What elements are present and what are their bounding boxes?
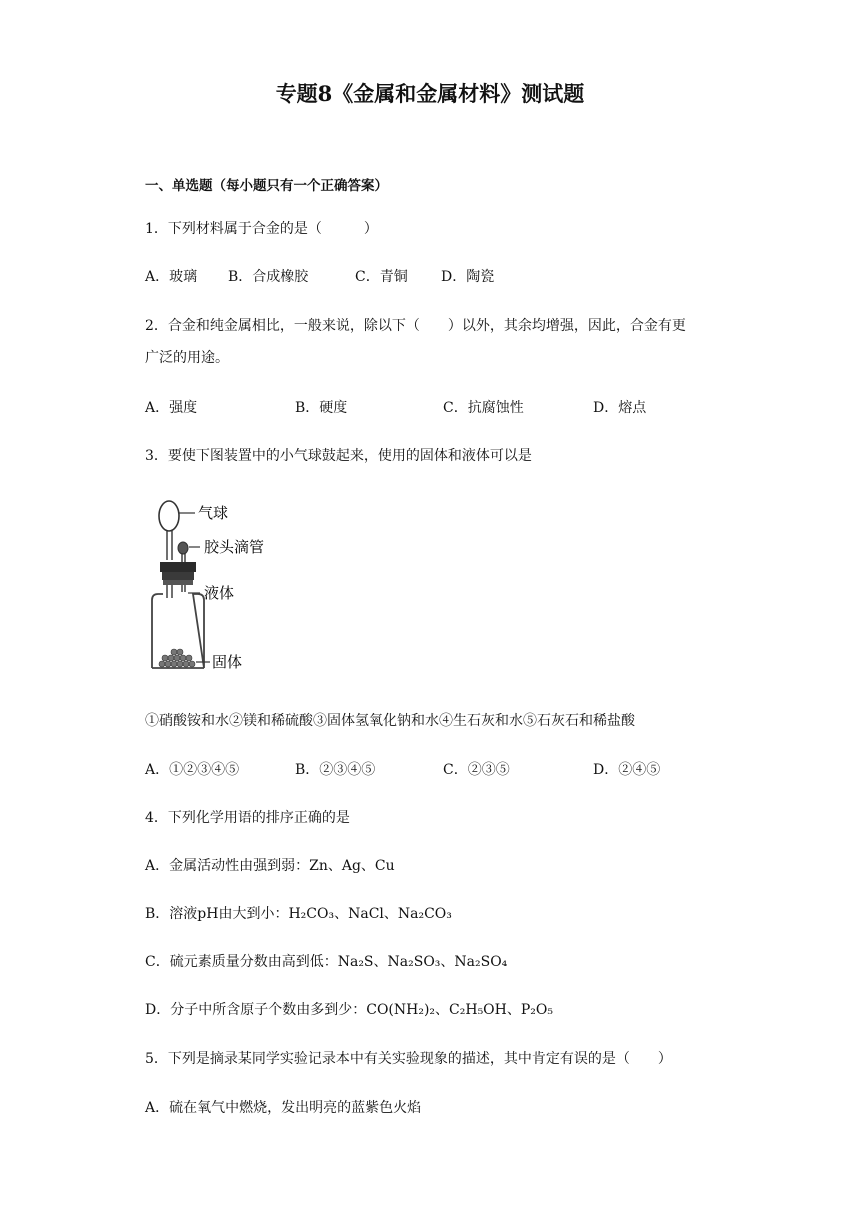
question-1-option-c: C．青铜 [355, 269, 408, 285]
question-1-option-b: B．合成橡胶 [228, 269, 309, 285]
question-2-stem-line1: 2．合金和纯金属相比，一般来说，除以下（ ）以外，其余均增强，因此，合金有更 [145, 318, 686, 334]
question-4-option-a: A．金属活动性由强到弱：Zn、Ag、Cu [145, 858, 395, 874]
question-4-stem: 4．下列化学用语的排序正确的是 [145, 810, 350, 826]
question-1-option-d: D．陶瓷 [441, 269, 495, 285]
question-2-option-b: B．硬度 [295, 400, 348, 416]
question-3-option-b: B．②③④⑤ [295, 762, 376, 778]
question-1-stem: 1．下列材料属于合金的是（ ） [145, 221, 378, 237]
question-3-stem: 3．要使下图装置中的小气球鼓起来，使用的固体和液体可以是 [145, 448, 532, 464]
question-4-option-c [145, 951, 507, 971]
question-4-option-d-prefix: D．分子中所含原子个数由多到少： [145, 1002, 367, 1018]
label-liquid: 液体 [204, 584, 235, 602]
question-4-option-b-formulas: H₂CO₃、NaCl、Na₂CO₃ [288, 906, 452, 922]
apparatus-figure [148, 488, 288, 678]
label-balloon: 气球 [198, 504, 229, 522]
question-4-option-b-prefix: B．溶液pH由大到小： [145, 906, 289, 922]
label-solid: 固体 [212, 653, 243, 671]
question-5-option-a: A．硫在氧气中燃烧，发出明亮的蓝紫色火焰 [145, 1100, 422, 1116]
question-4-option-c-formulas: Na₂S、Na₂SO₃、Na₂SO₄ [337, 954, 508, 970]
question-2-stem-line2: 广泛的用途。 [145, 350, 229, 366]
question-3-list: ①硝酸铵和水②镁和稀硫酸③固体氢氧化钠和水④生石灰和水⑤石灰石和稀盐酸 [145, 713, 635, 729]
question-4-option-c-prefix: C．硫元素质量分数由高到低： [145, 954, 338, 970]
section-heading: 一、单选题（每小题只有一个正确答案） [145, 178, 388, 194]
question-3-option-d: D．②④⑤ [593, 762, 661, 778]
question-2-option-a: A．强度 [145, 400, 198, 416]
question-5-stem: 5．下列是摘录某同学实验记录本中有关实验现象的描述，其中肯定有误的是（ ） [145, 1051, 672, 1067]
question-4-option-d [145, 999, 553, 1019]
question-1-option-a: A．玻璃 [145, 269, 198, 285]
label-dropper: 胶头滴管 [204, 538, 265, 556]
question-2-option-d: D．熔点 [593, 400, 647, 416]
question-3-option-c: C．②③⑤ [443, 762, 510, 778]
dropper-shape [178, 542, 188, 554]
question-4-option-b [145, 903, 452, 923]
balloon-shape [159, 501, 179, 531]
question-4-option-d-formulas: CO(NH₂)₂、C₂H₅OH、P₂O₅ [366, 1002, 553, 1018]
question-3-option-a: A．①②③④⑤ [145, 762, 240, 778]
question-2-option-c: C．抗腐蚀性 [443, 400, 524, 416]
page-title: 专题8《金属和金属材料》测试题 [275, 81, 585, 106]
